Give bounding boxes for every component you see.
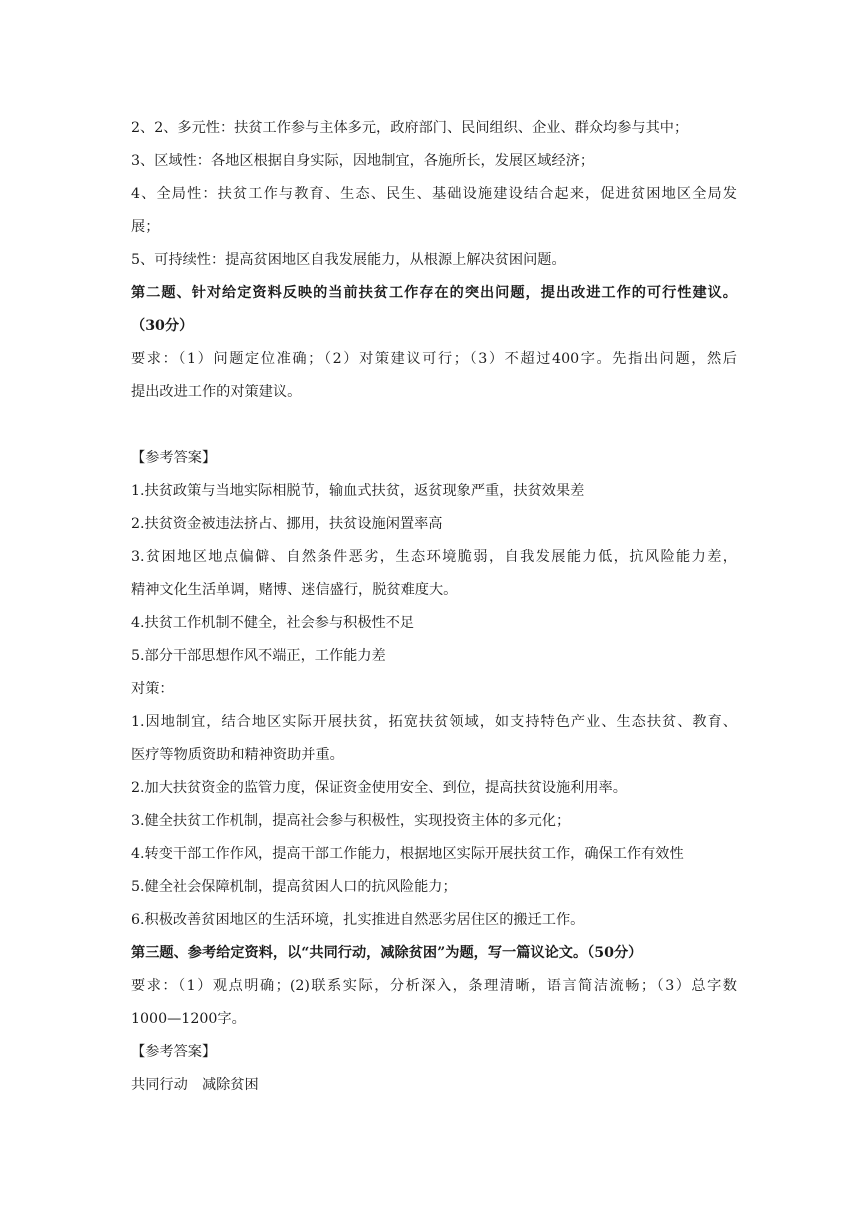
blank-line	[131, 409, 737, 442]
paragraph-line: 5、可持续性：提高贫困地区自我发展能力，从根源上解决贫困问题。	[131, 252, 566, 268]
question-3-requirements: 要求：（1）观点明确；(2)联系实际，分析深入，条理清晰，语言简洁流畅；（3）总字数	[131, 978, 737, 994]
paragraph-line: 4、全局性：扶贫工作与教育、生态、民生、基础设施建设结合起来，促进贫困地区全局发	[131, 186, 737, 202]
paragraph-line: 展；	[131, 219, 160, 235]
problem-item-cont: 精神文化生活单调，赌博、迷信盛行，脱贫难度大。	[131, 582, 458, 598]
countermeasure-item: 6.积极改善贫困地区的生活环境，扎实推进自然恶劣居住区的搬迁工作。	[131, 912, 585, 928]
countermeasure-item: 4.转变干部工作作风，提高干部工作能力，根据地区实际开展扶贫工作，确保工作有效性	[131, 846, 684, 862]
document-page	[131, 112, 737, 1102]
countermeasure-item-cont: 医疗等物质资助和精神资助并重。	[131, 747, 344, 763]
question-2-heading: 第二题、针对给定资料反映的当前扶贫工作存在的突出问题，提出改进工作的可行性建议。	[131, 285, 737, 301]
essay-title: 共同行动 减除贫困	[131, 1077, 259, 1093]
question-2-score: （30分）	[131, 318, 194, 334]
paragraph-line: 3、区域性：各地区根据自身实际，因地制宜，各施所长，发展区域经济；	[131, 153, 595, 169]
reference-answer-label: 【参考答案】	[131, 450, 217, 466]
problem-item: 5.部分干部思想作风不端正，工作能力差	[131, 648, 386, 664]
countermeasure-item: 3.健全扶贫工作机制，提高社会参与积极性，实现投资主体的多元化；	[131, 813, 571, 829]
countermeasure-item: 5.健全社会保障机制，提高贫困人口的抗风险能力；	[131, 879, 457, 895]
paragraph-line: 2、2、多元性：扶贫工作参与主体多元，政府部门、民间组织、企业、群众均参与其中；	[131, 120, 689, 136]
question-3-requirements-cont: 1000—1200字。	[131, 1011, 246, 1027]
reference-answer-label: 【参考答案】	[131, 1044, 217, 1060]
question-2-requirements-cont: 提出改进工作的对策建议。	[131, 384, 302, 400]
question-2-requirements: 要求：（1）问题定位准确；（2）对策建议可行；（3）不超过400字。先指出问题，然后	[131, 351, 737, 367]
question-3-heading: 第三题、参考给定资料，以“共同行动，减除贫困”为题，写一篇议论文。（50分）	[131, 945, 643, 961]
countermeasures-label: 对策：	[131, 681, 174, 697]
problem-item: 3.贫困地区地点偏僻、自然条件恶劣，生态环境脆弱，自我发展能力低，抗风险能力差，	[131, 549, 737, 565]
countermeasure-item: 1.因地制宜，结合地区实际开展扶贫，拓宽扶贫领域，如支持特色产业、生态扶贫、教育、	[131, 714, 737, 730]
problem-item: 1.扶贫政策与当地实际相脱节，输血式扶贫，返贫现象严重，扶贫效果差	[131, 483, 585, 499]
problem-item: 2.扶贫资金被违法挤占、挪用，扶贫设施闲置率高	[131, 516, 443, 532]
problem-item: 4.扶贫工作机制不健全，社会参与积极性不足	[131, 615, 415, 631]
countermeasure-item: 2.加大扶贫资金的监管力度，保证资金使用安全、到位，提高扶贫设施利用率。	[131, 780, 627, 796]
